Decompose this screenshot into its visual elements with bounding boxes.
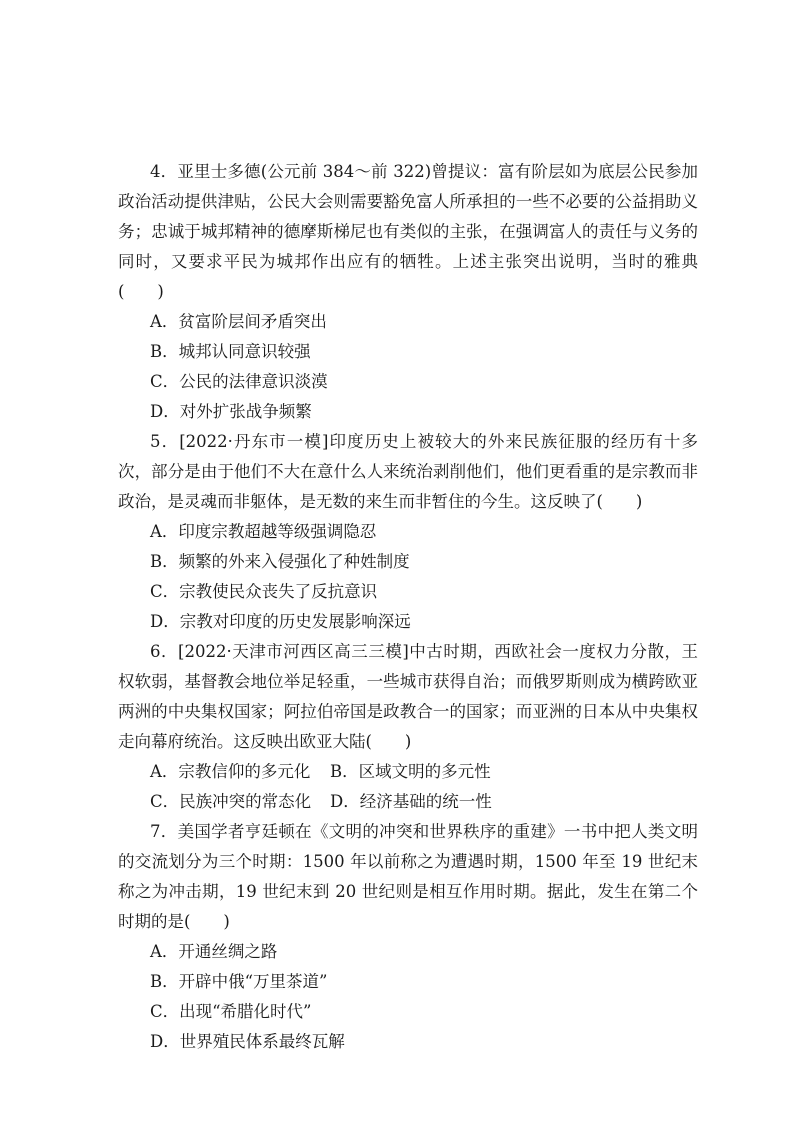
question-4-option-d: D．对外扩张战争频繁: [150, 402, 312, 421]
question-5-option-b: B．频繁的外来入侵强化了种姓制度: [150, 552, 410, 571]
question-5-option-a: A．印度宗教超越等级强调隐忍: [150, 522, 377, 541]
question-5-option-c: C．宗教使民众丧失了反抗意识: [150, 582, 378, 601]
question-list: [118, 157, 698, 1057]
question-6-option-d: D．经济基础的统一性: [330, 792, 492, 811]
question-6-option-c: C．民族冲突的常态化: [150, 792, 312, 811]
question-4-option-a: A．贫富阶层间矛盾突出: [150, 312, 327, 331]
question-5: [118, 427, 698, 637]
question-7-option-c: C．出现“希腊化时代”: [150, 1002, 312, 1021]
question-4: [118, 157, 698, 427]
question-4-option-c: C．公民的法律意识淡漠: [150, 372, 328, 391]
question-7-option-d: D．世界殖民体系最终瓦解: [150, 1032, 345, 1051]
question-6: [118, 637, 698, 817]
question-7-option-b: B．开辟中俄“万里茶道”: [150, 972, 328, 991]
question-6-stem: 6．[2022·天津市河西区高三三模]中古时期，西欧社会一度权力分散，王权软弱，基督教会地位举足轻重，一些城市获得自治；而俄罗斯则成为横跨欧亚两洲的中央集权国家；阿拉伯帝国是政教合一的国家；而亚洲的日本从中央集权走向幕府统治。这反映出欧亚大陆( ): [118, 642, 698, 751]
question-6-option-a: A．宗教信仰的多元化: [150, 762, 311, 781]
question-7-option-a: A．开通丝绸之路: [150, 942, 278, 961]
question-4-option-b: B．城邦认同意识较强: [150, 342, 311, 361]
question-6-options-row-1: [118, 757, 698, 787]
question-5-stem: 5．[2022·丹东市一模]印度历史上被较大的外来民族征服的经历有十多次，部分是由于他们不大在意什么人来统治剥削他们，他们更看重的是宗教而非政治，是灵魂而非躯体，是无数的来生而非暂住的今生。这反映了( ): [118, 432, 698, 511]
question-6-options-row-2: [118, 787, 698, 817]
question-7-stem: 7．美国学者亨廷顿在《文明的冲突和世界秩序的重建》一书中把人类文明的交流划分为三个时期：1500 年以前称之为遭遇时期，1500 年至 19 世纪末称之为冲击期，19 世纪末到 20 世纪则是相互作用时期。据此，发生在第二个时期的是( ): [118, 822, 698, 931]
question-7: [118, 817, 698, 1057]
question-6-option-b: B．区域文明的多元性: [330, 762, 491, 781]
question-5-option-d: D．宗教对印度的历史发展影响深远: [150, 612, 411, 631]
question-4-stem: 4．亚里士多德(公元前 384～前 322)曾提议：富有阶层如为底层公民参加政治活动提供津贴，公民大会则需要豁免富人所承担的一些不必要的公益捐助义务；忠诚于城邦精神的德摩斯梯尼也有类似的主张，在强调富人的责任与义务的同时，又要求平民为城邦作出应有的牺牲。上述主张突出说明，当时的雅典( ): [118, 162, 698, 301]
